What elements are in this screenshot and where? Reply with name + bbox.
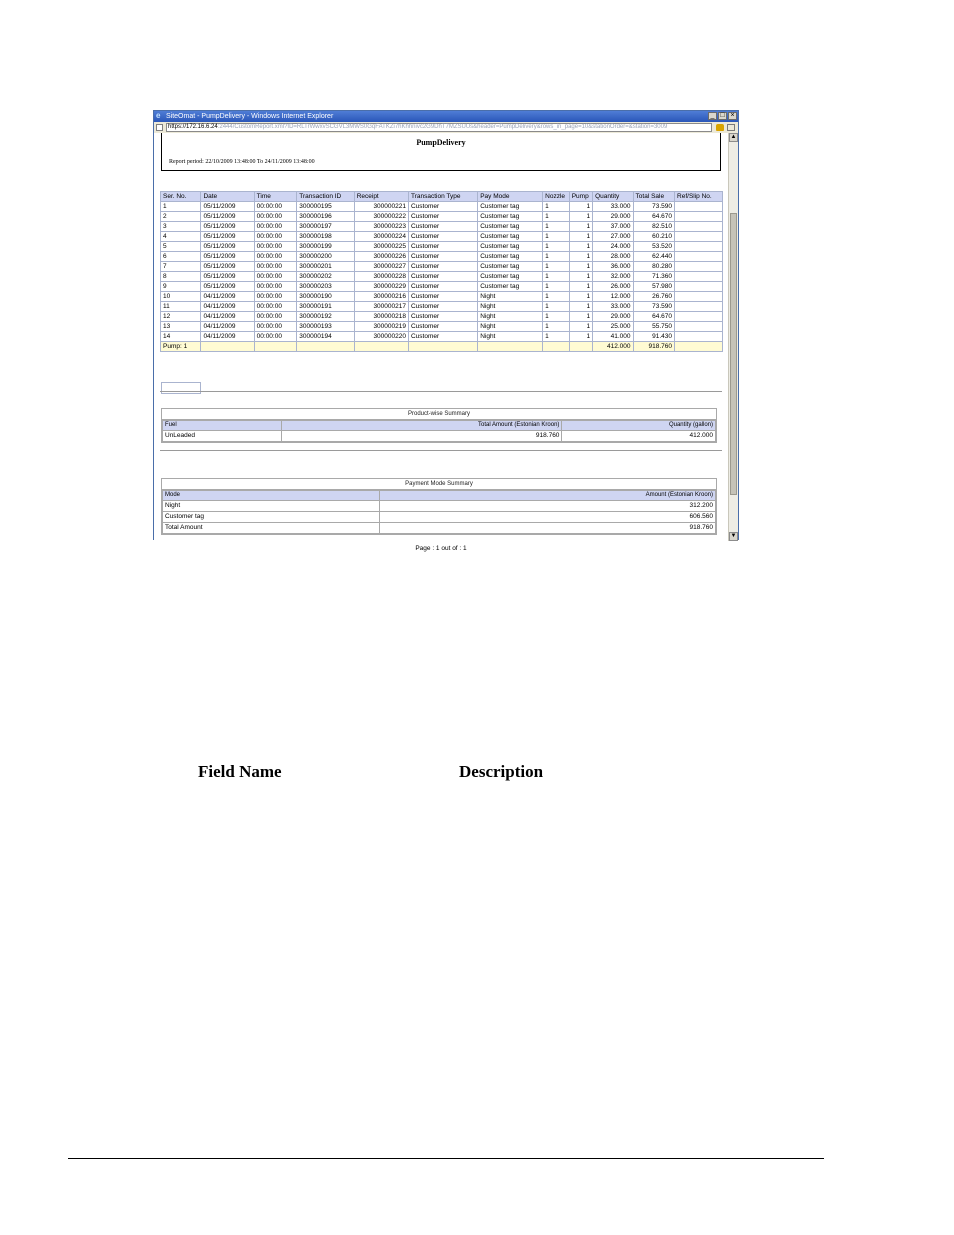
url-field[interactable] (166, 123, 712, 132)
table-cell: 1 (543, 302, 569, 311)
table-cell: 300000222 (355, 212, 408, 221)
url-host: https://172.16.6.24 (168, 124, 218, 130)
table-cell: 26.760 (634, 292, 675, 301)
table-cell: 300000218 (355, 312, 408, 321)
payment-summary-title: Payment Mode Summary (162, 479, 716, 490)
table-cell: 1 (570, 312, 592, 321)
total-cell (409, 342, 477, 351)
table-cell: Customer (409, 262, 477, 271)
table-cell: 1 (543, 252, 569, 261)
summary-cell: 918.760 (282, 431, 561, 441)
table-cell: 10 (161, 292, 200, 301)
table-cell: 27.000 (593, 232, 632, 241)
table-cell: 00:00:00 (255, 242, 297, 251)
column-header: Pump (570, 192, 592, 201)
table-cell: 05/11/2009 (201, 242, 253, 251)
table-cell: 300000220 (355, 332, 408, 341)
summary-row (163, 431, 715, 441)
table-cell (675, 282, 722, 291)
table-cell: 1 (570, 292, 592, 301)
table-cell: 1 (543, 232, 569, 241)
table-cell: 4 (161, 232, 200, 241)
table-row (161, 222, 722, 231)
table-cell: 05/11/2009 (201, 262, 253, 271)
table-cell: 05/11/2009 (201, 252, 253, 261)
table-cell: 00:00:00 (255, 232, 297, 241)
table-cell: 82.510 (634, 222, 675, 231)
table-cell: 91.430 (634, 332, 675, 341)
product-summary-body (163, 431, 715, 441)
table-cell: 1 (543, 202, 569, 211)
table-cell: 1 (570, 202, 592, 211)
total-cell: 918.760 (634, 342, 675, 351)
page-icon (156, 124, 163, 131)
footer-rule (68, 1158, 824, 1159)
table-cell: 300000195 (297, 202, 353, 211)
table-cell: 1 (543, 272, 569, 281)
table-cell: 1 (543, 212, 569, 221)
total-cell: Pump: 1 (161, 342, 200, 351)
table-cell: 00:00:00 (255, 212, 297, 221)
table-cell: 05/11/2009 (201, 222, 253, 231)
table-cell: 1 (543, 242, 569, 251)
table-cell: 300000223 (355, 222, 408, 231)
table-cell: 64.670 (634, 312, 675, 321)
column-header: Nozzle (543, 192, 569, 201)
table-cell: 300000203 (297, 282, 353, 291)
ie-logo-icon: e (156, 111, 161, 120)
table-row (161, 312, 722, 321)
table-cell: 62.440 (634, 252, 675, 261)
table-cell: 00:00:00 (255, 322, 297, 331)
table-cell: 00:00:00 (255, 282, 297, 291)
table-cell (675, 262, 722, 271)
table-cell: 64.670 (634, 212, 675, 221)
payment-summary-table (162, 490, 716, 534)
table-cell: 29.000 (593, 212, 632, 221)
payment-summary-body (163, 501, 715, 533)
table-cell: Night (478, 312, 542, 321)
table-cell (675, 292, 722, 301)
scroll-down-icon[interactable]: ▼ (730, 533, 737, 539)
table-cell: Night (478, 292, 542, 301)
table-cell (675, 332, 722, 341)
table-cell: 1 (570, 322, 592, 331)
table-cell: Customer (409, 222, 477, 231)
summary-row (163, 501, 715, 511)
table-cell: Customer tag (478, 222, 542, 231)
column-header: Date (201, 192, 253, 201)
column-header: Quantity (593, 192, 632, 201)
table-cell: 300000229 (355, 282, 408, 291)
table-cell: 1 (543, 312, 569, 321)
report-content (154, 133, 728, 552)
table-cell: 6 (161, 252, 200, 261)
table-cell: 33.000 (593, 302, 632, 311)
table-cell: 1 (570, 272, 592, 281)
table-row (161, 212, 722, 221)
table-cell: 33.000 (593, 202, 632, 211)
table-cell: 1 (543, 282, 569, 291)
table-cell: 28.000 (593, 252, 632, 261)
summary-cell: Night (163, 501, 379, 511)
table-cell: Customer (409, 242, 477, 251)
table-body (161, 202, 722, 351)
table-cell (675, 312, 722, 321)
column-header: Pay Mode (478, 192, 542, 201)
table-cell: 11 (161, 302, 200, 311)
table-cell: 300000199 (297, 242, 353, 251)
table-cell: Customer (409, 332, 477, 341)
table-cell: Night (478, 322, 542, 331)
report-header (161, 133, 721, 171)
table-cell: 1 (543, 262, 569, 271)
table-row (161, 272, 722, 281)
summary-cell: UnLeaded (163, 431, 281, 441)
table-cell: 2 (161, 212, 200, 221)
scroll-up-icon[interactable]: ▲ (730, 134, 737, 140)
table-cell: 1 (570, 212, 592, 221)
table-row (161, 232, 722, 241)
summary-cell: 918.760 (380, 523, 715, 533)
lock-icon[interactable] (716, 124, 724, 131)
table-cell: 25.000 (593, 322, 632, 331)
table-cell: 55.750 (634, 322, 675, 331)
table-cell: 1 (543, 332, 569, 341)
table-cell: 300000225 (355, 242, 408, 251)
total-cell (675, 342, 722, 351)
table-cell: 57.980 (634, 282, 675, 291)
table-cell: 1 (570, 232, 592, 241)
summary-cell: Total Amount (163, 523, 379, 533)
summary-header: Total Amount (Estonian Kroon) (282, 421, 561, 430)
table-cell: 05/11/2009 (201, 282, 253, 291)
table-cell: 04/11/2009 (201, 302, 253, 311)
table-cell: 00:00:00 (255, 202, 297, 211)
table-cell (675, 222, 722, 231)
table-cell (675, 272, 722, 281)
url-path: :2444/CustomReport.xml?ID=RLTrWwxvSCGVL3MWS0GqFATKZi7hKhhnivc2G9DhT7MZSUUs&header=PumpDelivery&rows_in_page=10&stationOrder=&station=3009 (217, 124, 668, 130)
table-cell: 73.590 (634, 202, 675, 211)
pump-delivery-table (160, 191, 723, 352)
table-cell: 300000197 (297, 222, 353, 231)
table-cell: Customer (409, 252, 477, 261)
table-cell: Customer (409, 272, 477, 281)
table-cell: 1 (570, 332, 592, 341)
report-title: PumpDelivery (416, 138, 466, 147)
table-cell: Customer (409, 292, 477, 301)
table-header-row (161, 192, 722, 201)
table-cell: 7 (161, 262, 200, 271)
table-cell: 300000226 (355, 252, 408, 261)
table-cell: 73.590 (634, 302, 675, 311)
table-cell: 04/11/2009 (201, 322, 253, 331)
table-row (161, 262, 722, 271)
table-cell: 05/11/2009 (201, 272, 253, 281)
table-cell: 12 (161, 312, 200, 321)
table-cell: 9 (161, 282, 200, 291)
total-cell (355, 342, 408, 351)
table-cell: Customer tag (478, 242, 542, 251)
table-cell: Customer tag (478, 232, 542, 241)
table-cell: 04/11/2009 (201, 292, 253, 301)
table-cell: 00:00:00 (255, 272, 297, 281)
table-cell (675, 242, 722, 251)
table-cell: 29.000 (593, 312, 632, 321)
table-cell: 1 (543, 322, 569, 331)
table-cell: 05/11/2009 (201, 212, 253, 221)
divider (160, 391, 722, 392)
table-cell: 8 (161, 272, 200, 281)
table-cell (675, 302, 722, 311)
table-cell: 36.000 (593, 262, 632, 271)
table-cell: 1 (543, 292, 569, 301)
table-cell: 1 (570, 242, 592, 251)
table-cell: 12.000 (593, 292, 632, 301)
table-cell (675, 212, 722, 221)
table-row (161, 252, 722, 261)
table-cell: Customer (409, 282, 477, 291)
table-cell: Customer tag (478, 212, 542, 221)
table-cell: 24.000 (593, 242, 632, 251)
window-title: SiteOmat - PumpDelivery - Windows Internet Explorer (166, 113, 334, 120)
product-summary (161, 408, 717, 443)
field-name-heading: Field Name (198, 762, 282, 781)
total-cell: 412.000 (593, 342, 632, 351)
table-row (161, 302, 722, 311)
table-cell: Night (478, 332, 542, 341)
table-cell: 05/11/2009 (201, 202, 253, 211)
report-period: Report period: 22/10/2009 13:48:00 To 24/11/2009 13:48:00 (169, 159, 315, 165)
table-cell: 60.210 (634, 232, 675, 241)
table-cell: 1 (543, 222, 569, 231)
table-row (161, 242, 722, 251)
table-cell: Customer tag (478, 202, 542, 211)
column-header: Transaction Type (409, 192, 477, 201)
total-cell (297, 342, 353, 351)
table-cell: 300000190 (297, 292, 353, 301)
summary-header: Fuel (163, 421, 281, 430)
table-cell: 300000191 (297, 302, 353, 311)
column-header: Receipt (355, 192, 408, 201)
description-heading: Description (459, 762, 544, 781)
summary-row (163, 512, 715, 522)
summary-cell: 412.000 (562, 431, 715, 441)
table-row (161, 292, 722, 301)
table-cell: 300000193 (297, 322, 353, 331)
table-cell: 300000219 (355, 322, 408, 331)
table-cell: 41.000 (593, 332, 632, 341)
column-header: Ref/Slip No. (675, 192, 722, 201)
summary-cell: Customer tag (163, 512, 379, 522)
table-cell (675, 322, 722, 331)
column-header: Transaction ID (297, 192, 353, 201)
column-header: Ser. No. (161, 192, 200, 201)
table-cell: 1 (570, 222, 592, 231)
page-indicator: Page : 1 out of : 1 (415, 545, 467, 552)
table-cell: 00:00:00 (255, 262, 297, 271)
table-cell: Customer (409, 312, 477, 321)
maximize-button[interactable]: □ (718, 112, 727, 120)
total-cell (255, 342, 297, 351)
table-cell: 04/11/2009 (201, 312, 253, 321)
scrollbar-thumb[interactable] (730, 213, 737, 495)
payment-summary (161, 478, 717, 535)
table-cell: Customer tag (478, 262, 542, 271)
payment-summary-header-row (163, 491, 715, 500)
table-cell: 00:00:00 (255, 302, 297, 311)
product-summary-table (162, 420, 716, 442)
minimize-button[interactable]: _ (708, 112, 717, 120)
table-cell: 300000194 (297, 332, 353, 341)
total-cell (478, 342, 542, 351)
table-cell: Customer tag (478, 282, 542, 291)
empty-row-cell (161, 382, 201, 394)
table-cell: 37.000 (593, 222, 632, 231)
table-cell: 300000200 (297, 252, 353, 261)
table-cell: Customer (409, 232, 477, 241)
table-cell: Customer tag (478, 272, 542, 281)
product-summary-title: Product-wise Summary (162, 409, 716, 420)
total-cell (570, 342, 592, 351)
table-cell: 300000201 (297, 262, 353, 271)
table-cell: 300000228 (355, 272, 408, 281)
table-cell: 300000192 (297, 312, 353, 321)
table-cell: Night (478, 302, 542, 311)
table-cell: Customer (409, 302, 477, 311)
summary-header: Quantity (gallon) (562, 421, 715, 430)
table-cell: Customer tag (478, 252, 542, 261)
table-cell: 00:00:00 (255, 312, 297, 321)
table-cell: 00:00:00 (255, 292, 297, 301)
summary-cell: 312.200 (380, 501, 715, 511)
table-cell: 300000221 (355, 202, 408, 211)
table-cell: 300000227 (355, 262, 408, 271)
total-row (161, 342, 722, 351)
table-cell: 300000217 (355, 302, 408, 311)
total-cell (543, 342, 569, 351)
table-cell: 04/11/2009 (201, 332, 253, 341)
table-cell: 1 (570, 262, 592, 271)
table-cell: Customer (409, 202, 477, 211)
table-cell: 13 (161, 322, 200, 331)
summary-row (163, 523, 715, 533)
table-cell: 00:00:00 (255, 332, 297, 341)
column-header: Time (255, 192, 297, 201)
table-cell: 3 (161, 222, 200, 231)
table-cell: 1 (570, 252, 592, 261)
table-cell: 300000202 (297, 272, 353, 281)
column-header: Total Sale (634, 192, 675, 201)
table-cell: 1 (570, 282, 592, 291)
table-row (161, 332, 722, 341)
table-cell: 26.000 (593, 282, 632, 291)
table-cell: 300000196 (297, 212, 353, 221)
table-cell: 5 (161, 242, 200, 251)
summary-header: Mode (163, 491, 379, 500)
table-cell: 32.000 (593, 272, 632, 281)
certificate-icon[interactable] (727, 124, 735, 131)
divider (160, 450, 722, 451)
table-cell: 00:00:00 (255, 252, 297, 261)
table-cell: 14 (161, 332, 200, 341)
table-cell: 80.280 (634, 262, 675, 271)
window-title-bar (154, 111, 738, 122)
table-row (161, 282, 722, 291)
table-cell: 1 (161, 202, 200, 211)
table-cell: 300000224 (355, 232, 408, 241)
browser-window (153, 110, 739, 552)
table-cell: 300000216 (355, 292, 408, 301)
table-row (161, 322, 722, 331)
table-cell: 300000198 (297, 232, 353, 241)
table-cell: 71.360 (634, 272, 675, 281)
table-cell (675, 252, 722, 261)
table-cell: Customer (409, 212, 477, 221)
table-cell (675, 202, 722, 211)
table-cell: 53.520 (634, 242, 675, 251)
product-summary-header-row (163, 421, 715, 430)
table-cell: 1 (570, 302, 592, 311)
close-button[interactable]: × (728, 112, 737, 120)
table-cell (675, 232, 722, 241)
table-cell: Customer (409, 322, 477, 331)
table-row (161, 202, 722, 211)
total-cell (201, 342, 253, 351)
vertical-scrollbar[interactable] (728, 133, 738, 541)
summary-cell: 606.560 (380, 512, 715, 522)
summary-header: Amount (Estonian Kroon) (380, 491, 715, 500)
table-cell: 05/11/2009 (201, 232, 253, 241)
table-cell: 00:00:00 (255, 222, 297, 231)
